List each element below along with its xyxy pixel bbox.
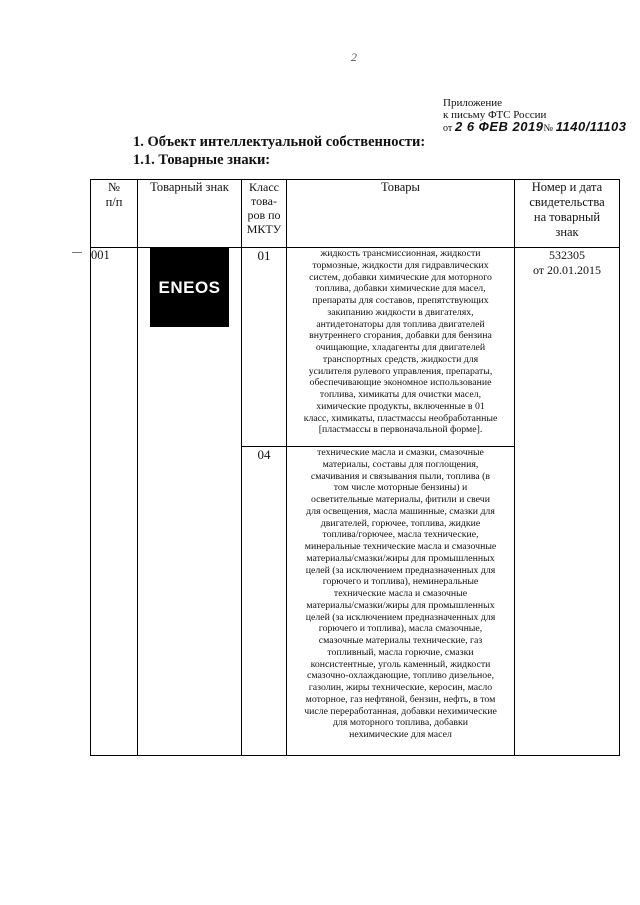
entry-number: 001: [91, 248, 138, 756]
goods-cell: [287, 447, 515, 756]
goods-line: очищающие, хладагенты для двигателей: [315, 342, 486, 353]
goods-line: осветительные материалы, фитили и свечи: [311, 494, 490, 505]
goods-line: обеспечивающие экономное использование: [309, 377, 492, 389]
class-cell: 01: [242, 248, 287, 447]
goods-line: топлива/горючее, масла технические,: [322, 529, 479, 541]
goods-line: материалы/смазки/жиры для промышленных: [306, 599, 495, 611]
goods-line: целей (за исключением предназначенных для: [305, 611, 496, 623]
goods-line: закипанию жидкости в двигателях,: [327, 306, 474, 318]
goods-line: тормозные, жидкости для гидравлических: [312, 259, 489, 271]
goods-line: транспортных средств, жидкости для: [322, 353, 479, 365]
header-cert-line: Номер и дата: [531, 180, 603, 194]
section-title: 1. Объект интеллектуальной собственности:: [133, 134, 426, 150]
appendix-number-sign: №: [543, 123, 553, 134]
appendix-note: [443, 97, 627, 135]
goods-line: том числе моторные бензины) и: [333, 482, 468, 494]
header-class: [242, 180, 287, 248]
table-row: [91, 248, 620, 447]
trademark-cell: [138, 248, 242, 756]
header-number-line: п/п: [105, 195, 123, 209]
goods-line: двигателей, горючее, топлива, жидкие: [320, 517, 481, 529]
certificate-number: 532305: [549, 248, 585, 262]
goods-cell: [287, 248, 515, 447]
goods-line: [пластмассы в первоначальной форме].: [318, 424, 483, 436]
header-trademark: Товарный знак: [138, 180, 242, 248]
goods-line: химические продукты, включенные в 01: [316, 400, 485, 412]
goods-line: технические масла и смазочные: [333, 588, 468, 599]
goods-line: консистентные, уголь каменный, жидкости: [310, 658, 491, 670]
class-cell: 04: [242, 447, 287, 756]
goods-line: препараты для составов, препятствующих: [312, 295, 489, 306]
page-number: 2: [351, 50, 357, 64]
appendix-date-prefix: от: [443, 123, 453, 134]
goods-line: числе переработанная, добавки нехимические: [304, 705, 497, 717]
goods-line: материалы, составы для поглощения,: [322, 458, 479, 470]
appendix-date-stamp: 2 6 ФЕВ 2019: [455, 119, 544, 134]
appendix-line-1: Приложение: [443, 97, 503, 109]
goods-line: топлива, добавки химические для масел,: [315, 283, 486, 295]
goods-line: технические масла и смазки, смазочные: [317, 447, 484, 458]
trademark-table: [90, 179, 620, 756]
goods-line: усилителя рулевого управления, препараты,: [308, 365, 493, 377]
goods-line: газолин, жиры технические, керосин, масло: [308, 682, 493, 693]
header-number: [91, 180, 138, 248]
header-cert-line: знак: [555, 225, 579, 239]
goods-line: нехимические для масел: [349, 729, 452, 740]
goods-line: смазочные материалы технические, газ: [318, 635, 483, 646]
goods-line: систем, добавки химические для моторного: [309, 271, 492, 283]
subsection-title: 1.1. Товарные знаки:: [133, 152, 271, 168]
appendix-line-2: к письму ФТС России: [443, 109, 547, 121]
header-certificate: [515, 180, 620, 248]
certificate-date: от 20.01.2015: [532, 263, 602, 277]
eneos-logo: ENEOS: [150, 248, 229, 327]
goods-line: минеральные технические масла и смазочные: [304, 541, 497, 552]
goods-line: для освещения, масла машинные, смазки для: [306, 505, 495, 517]
appendix-letter-number: 1140/11103: [555, 119, 627, 134]
header-cert-line: на товарный: [533, 210, 601, 224]
goods-line: для моторного топлива, добавки: [332, 717, 469, 729]
goods-line: смазочно-охлаждающие, топливо дизельное,: [306, 670, 495, 682]
goods-line: антидетонаторы для топлива двигателей: [316, 318, 485, 330]
goods-line: материалы/смазки/жиры для промышленных: [306, 552, 495, 564]
goods-line: моторное, газ нефтяной, бензин, нефть, в том: [305, 693, 496, 705]
header-class-line: това-: [251, 194, 277, 208]
margin-mark: [72, 252, 82, 253]
goods-line: горючего и топлива), неминеральные: [322, 576, 479, 588]
goods-line: целей (за исключением предназначенных для: [305, 564, 496, 576]
header-class-line: ров по: [247, 208, 281, 222]
header-class-line: Класс: [249, 180, 279, 194]
appendix-line-3: [443, 121, 627, 135]
header-cert-line: свидетельства: [529, 195, 605, 209]
goods-line: топливный, масла горючие, смазки: [327, 646, 474, 658]
header-goods: Товары: [287, 180, 515, 248]
certificate-cell: [515, 248, 620, 756]
goods-line: горючего и топлива), масла смазочные,: [318, 623, 483, 635]
goods-line: смачивания и связывания пыли, топлива (в: [310, 470, 491, 482]
table-header-row: [91, 180, 620, 248]
goods-line: жидкость трансмиссионная, жидкости: [320, 248, 481, 259]
goods-line: топлива, химикаты для очистки масел,: [319, 389, 482, 400]
header-class-line: МКТУ: [246, 222, 282, 236]
goods-line: класс, химикаты, пластмассы необработанные: [303, 412, 498, 424]
goods-line: внутреннего сгорания, добавки для бензина: [309, 330, 492, 342]
header-number-line: №: [108, 180, 120, 194]
